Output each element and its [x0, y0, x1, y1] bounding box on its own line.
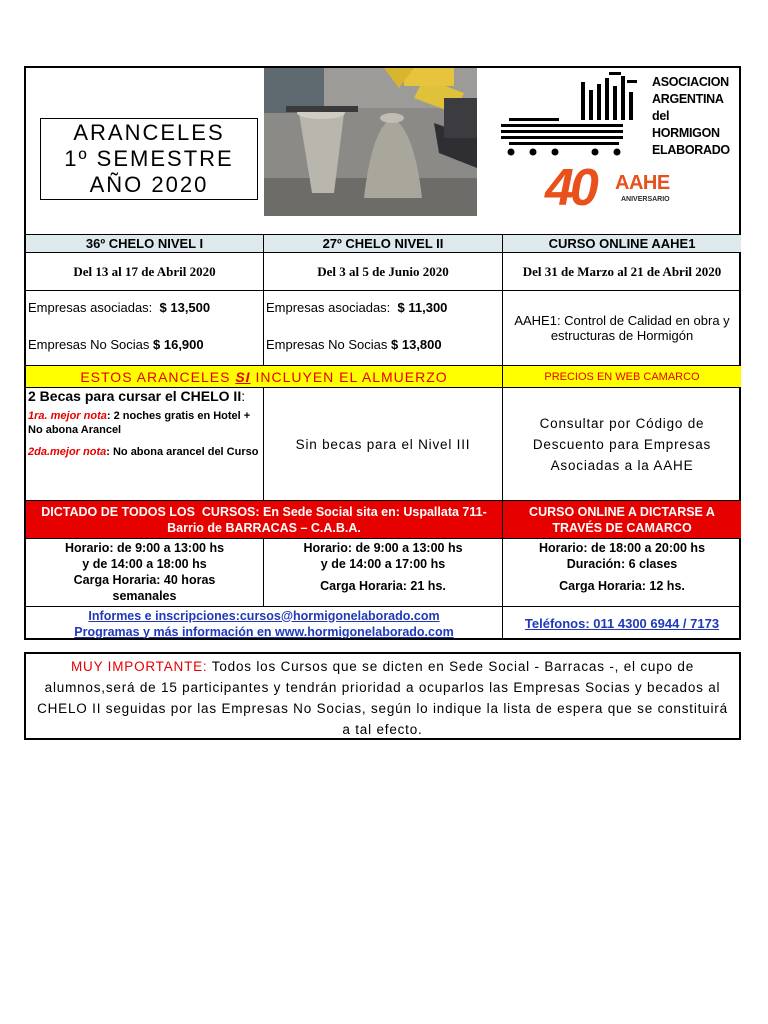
fees-table: [24, 66, 741, 640]
photo-illustration: [264, 68, 477, 216]
price-label: Empresas asociadas:: [266, 300, 391, 315]
schedule-line: Horario: de 9:00 a 13:00 hs: [303, 541, 463, 555]
schedule-online: [503, 540, 741, 594]
venue-text: [34, 504, 494, 536]
note-lead: MUY IMPORTANTE:: [70, 659, 208, 674]
online-course-banner: CURSO ONLINE A DICTARSE A TRAVÉS DE CAMARCO: [503, 501, 741, 538]
price-chelo-1-members: [28, 300, 262, 315]
becas-first: [28, 409, 262, 437]
schedule-line: Carga Horaria: 21 hs.: [320, 579, 446, 593]
title-line-3: AÑO 2020: [89, 172, 209, 197]
becas-second-label: 2da.mejor nota: [28, 446, 107, 458]
badge-name: AAHE: [615, 172, 670, 194]
association-logo-icon: [497, 72, 647, 162]
venue-lead: DICTADO DE TODOS LOS CURSOS:: [41, 504, 260, 519]
aahe-logo: [497, 72, 737, 222]
title-block: [40, 118, 258, 200]
becas-first-text: : 2 noches gratis en Hotel + No abona Arancel: [28, 410, 251, 436]
badge-number: 40: [545, 159, 595, 217]
header-chelo-2: 27º CHELO NIVEL II: [264, 235, 502, 252]
logo-org-line-3: HORMIGON: [652, 126, 720, 140]
logo-org-line-2: ARGENTINA del: [652, 92, 724, 123]
phone-cell: [503, 607, 741, 640]
web-prices-banner: PRECIOS EN WEB CAMARCO: [503, 366, 741, 387]
price-label: Empresas No Socias: [28, 337, 150, 352]
becas-second: [28, 445, 262, 459]
col-line: [502, 366, 503, 387]
note-text: Todos los Cursos que se dicten en Sede Social - Barracas -, el cupo de alumnos,será de 15 participantes y tendrán prioridad a ocuparlos las Empresas Socias y becados al CHELO II seguidas por las Empresas No Socias, según lo indique la lista de espera que se constituirá a tal efecto.: [37, 659, 728, 737]
phone-link[interactable]: Teléfonos: 011 4300 6944 / 7173: [524, 616, 720, 631]
schedule-line: Carga Horaria: 40 horas semanales: [73, 573, 216, 603]
col-line: [502, 607, 503, 640]
badge-sub: ANIVERSARIO: [621, 196, 670, 203]
venue-detail: En Sede Social sita en: Uspallata 711- Barrio de BARRACAS – C.A.B.A.: [167, 504, 491, 535]
col-line: [502, 501, 503, 538]
schedule-line: Carga Horaria: 12 hs.: [559, 579, 685, 593]
header-online-course: CURSO ONLINE AAHE1: [503, 235, 741, 252]
schedule-chelo-1: [26, 540, 263, 604]
price-label: Empresas No Socias: [266, 337, 388, 352]
lunch-banner: [26, 366, 502, 387]
schedule-line: Duración: 6 clases: [566, 557, 678, 571]
lunch-banner-emphasis: SI: [235, 368, 251, 385]
becas-none-level-3: Sin becas para el Nivel III: [295, 436, 471, 452]
dates-chelo-2: Del 3 al 5 de Junio 2020: [317, 263, 449, 279]
header-chelo-1: 36º CHELO NIVEL I: [26, 235, 263, 252]
col-line: [263, 235, 264, 366]
lunch-banner-before: ESTOS ARANCELES: [80, 368, 236, 385]
price-chelo-1-nonmembers: [28, 337, 262, 352]
becas-cell: [28, 388, 262, 500]
dates-online-course: Del 31 de Marzo al 21 de Abril 2020: [522, 263, 722, 279]
online-course-description: AAHE1: Control de Calidad en obra y estructuras de Hormigón: [514, 313, 730, 343]
programas-link[interactable]: Programas y más información en www.hormigonelaborado.com: [74, 624, 454, 639]
concrete-slump-test-photo: [264, 68, 477, 216]
lunch-banner-after: INCLUYEN EL ALMUERZO: [250, 368, 448, 385]
venue-banner: [26, 501, 502, 538]
becas-title-suffix: :: [241, 388, 246, 404]
price-chelo-2-nonmembers: [266, 337, 500, 352]
informes-link[interactable]: Informes e inscripciones:cursos@hormigonelaborado.com: [88, 608, 440, 623]
price-value: $ 16,900: [153, 337, 204, 352]
becas-second-text: : No abona arancel del Curso: [106, 446, 259, 458]
becas-first-label: 1ra. mejor nota: [28, 410, 107, 422]
logo-org-name: [652, 74, 742, 159]
logo-org-line-4: ELABORADO: [652, 143, 730, 157]
col-line: [263, 388, 264, 500]
becas-title: [28, 388, 262, 405]
schedule-line: Horario: de 18:00 a 20:00 hs: [538, 541, 706, 555]
becas-title-text: 2 Becas para cursar el CHELO II: [28, 388, 242, 404]
title-line-1: ARANCELES: [73, 120, 225, 145]
price-label: Empresas asociadas:: [28, 300, 153, 315]
title-line-2: 1º SEMESTRE: [64, 146, 234, 171]
col-line: [502, 388, 503, 500]
schedule-line: y de 14:00 a 17:00 hs: [320, 557, 446, 571]
logo-org-line-1: ASOCIACION: [652, 75, 729, 89]
row-line: [26, 538, 741, 539]
dates-chelo-1: Del 13 al 17 de Abril 2020: [73, 263, 216, 279]
important-note: [24, 652, 741, 740]
col-line: [502, 235, 503, 366]
discount-code-note: Consultar por Código de Descuento para Empresas Asociadas a la AAHE: [532, 415, 712, 473]
price-chelo-2-members: [266, 300, 500, 315]
anniversary-badge: [545, 159, 725, 222]
col-line: [263, 539, 264, 606]
price-value: $ 11,300: [397, 300, 448, 315]
price-value: $ 13,800: [391, 337, 442, 352]
col-line: [502, 539, 503, 606]
price-value: $ 13,500: [159, 300, 211, 315]
schedule-line: y de 14:00 a 18:00 hs: [82, 557, 207, 571]
schedule-line: Horario: de 9:00 a 13:00 hs: [64, 541, 225, 555]
schedule-chelo-2: [264, 540, 502, 594]
contact-links: [26, 607, 502, 640]
